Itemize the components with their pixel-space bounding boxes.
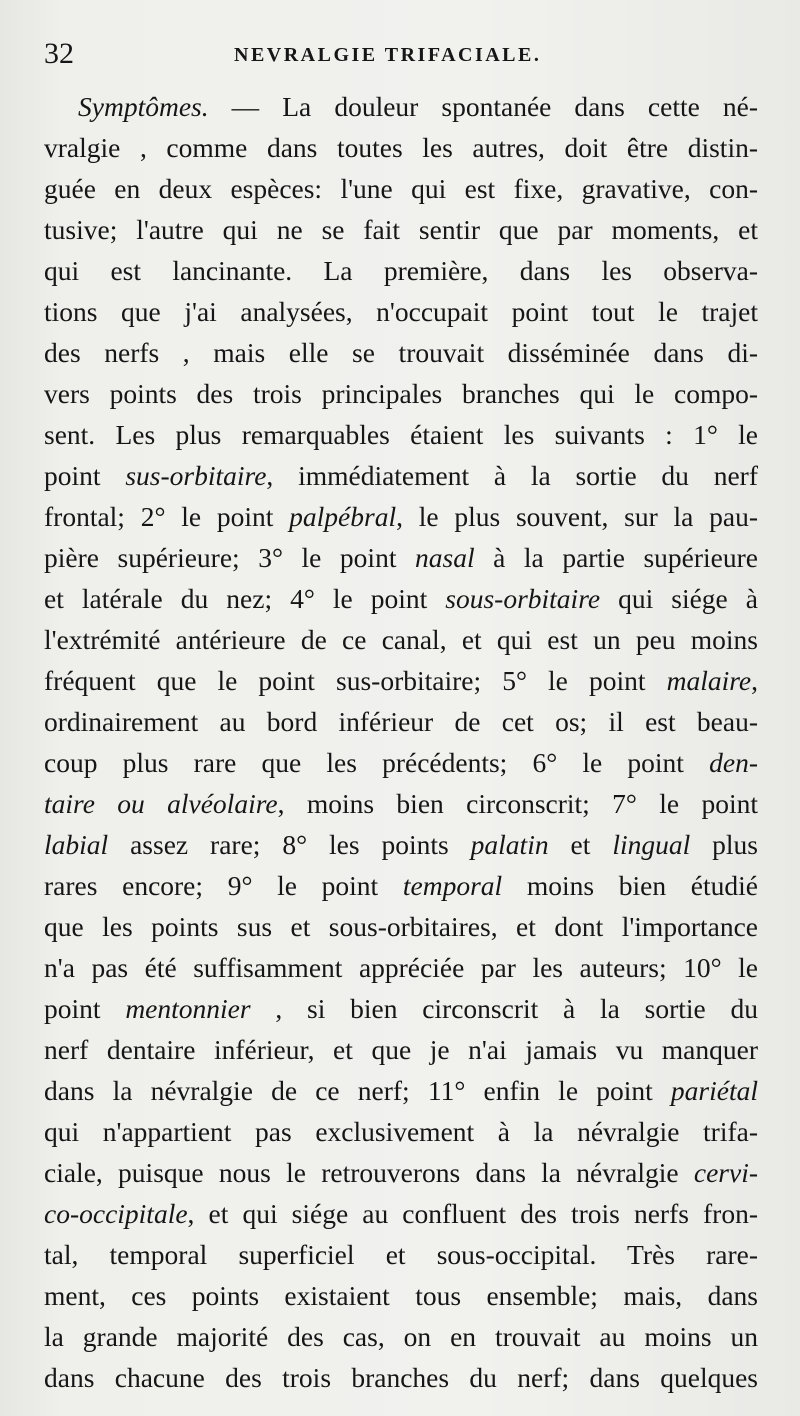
text-run: vralgie , comme dans toutes les autres, doit être distin-: [44, 132, 758, 163]
text-run: , moins bien circonscrit; 7° le point: [277, 788, 759, 819]
text-run: qui n'appartient pas exclusivement à la névralgie trifa-: [44, 1116, 758, 1147]
text-line: [44, 1029, 758, 1070]
text-line: [44, 209, 758, 250]
text-run: point: [44, 993, 126, 1024]
italic-term: nasal: [415, 542, 475, 573]
text-run: tusive; l'autre qui ne se fait sentir que par moments, et: [44, 214, 758, 245]
text-line: [44, 1234, 758, 1275]
text-run: tal, temporal superficiel et sous-occipital. Très rare-: [44, 1239, 758, 1270]
text-line: [44, 988, 758, 1029]
text-run: coup plus rare que les précédents; 6° le point: [44, 747, 710, 778]
text-line: [44, 701, 758, 742]
italic-term: labial: [44, 829, 109, 860]
text-line: [44, 660, 758, 701]
text-line: [44, 578, 758, 619]
text-run: et latérale du nez; 4° le point: [44, 583, 446, 614]
text-line: [44, 1152, 758, 1193]
text-run: point: [44, 460, 126, 491]
text-run: guée en deux espèces: l'une qui est fixe, gravative, con-: [44, 173, 758, 204]
text-run: rares encore; 9° le point: [44, 870, 403, 901]
italic-term: lingual: [612, 829, 691, 860]
text-run: n'a pas été suffisamment appréciée par les auteurs; 10° le: [44, 952, 758, 983]
text-line: [44, 1070, 758, 1111]
text-run: , et qui siége au confluent des trois nerfs fron-: [187, 1198, 758, 1229]
text-run: moins bien étudié: [502, 870, 758, 901]
text-run: ,: [751, 665, 758, 696]
text-run: — La douleur spontanée dans cette né-: [208, 91, 758, 122]
italic-term: co-occipitale: [44, 1198, 188, 1229]
page-header: [44, 34, 760, 74]
text-run: assez rare; 8° les points: [108, 829, 471, 860]
text-line: [44, 1111, 758, 1152]
text-run: ment, ces points existaient tous ensemble; mais, dans: [44, 1280, 758, 1311]
italic-term: Symptômes.: [78, 91, 209, 122]
italic-term: cervi-: [693, 1157, 758, 1188]
text-line: [44, 537, 758, 578]
text-run: , immédiatement à la sortie du nerf: [266, 460, 758, 491]
italic-term: sous-orbitaire: [445, 583, 601, 614]
italic-term: palatin: [470, 829, 549, 860]
text-line: [44, 168, 758, 209]
italic-term: sus-orbitaire: [125, 460, 267, 491]
text-run: , si bien circonscrit à la sortie du: [250, 993, 758, 1024]
text-line: [44, 619, 758, 660]
page-number: 32: [44, 37, 74, 70]
text-run: la grande majorité des cas, on en trouvait au moins un: [44, 1321, 758, 1352]
text-run: l'extrémité antérieure de ce canal, et qui est un peu moins: [44, 624, 758, 655]
text-line: [44, 1357, 758, 1398]
text-line: [44, 86, 758, 127]
text-run: tions que j'ai analysées, n'occupait point tout le trajet: [44, 296, 758, 327]
text-run: nerf dentaire inférieur, et que je n'ai jamais vu manquer: [44, 1034, 758, 1065]
italic-term: temporal: [402, 870, 503, 901]
text-run: à la partie supérieure: [474, 542, 758, 573]
text-line: [44, 783, 758, 824]
text-run: qui est lancinante. La première, dans les observa-: [44, 255, 758, 286]
text-line: [44, 373, 758, 414]
italic-term: mentonnier: [125, 993, 251, 1024]
text-run: frontal; 2° le point: [44, 501, 290, 532]
text-run: fréquent que le point sus-orbitaire; 5° le point: [44, 665, 667, 696]
text-run: sent. Les plus remarquables étaient les suivants : 1° le: [44, 419, 758, 450]
text-run: qui siége à: [600, 583, 758, 614]
text-line: [44, 742, 758, 783]
text-run: plus: [690, 829, 759, 860]
text-line: [44, 865, 758, 906]
text-line: [44, 291, 758, 332]
text-run: que les points sus et sous-orbitaires, et dont l'importance: [44, 911, 758, 942]
text-line: [44, 250, 758, 291]
text-run: , le plus souvent, sur la pau-: [396, 501, 758, 532]
text-line: [44, 455, 758, 496]
text-line: [44, 332, 758, 373]
italic-term: taire ou alvéolaire: [44, 788, 278, 819]
text-run: ciale, puisque nous le retrouverons dans la névralgie: [44, 1157, 694, 1188]
italic-term: pariétal: [670, 1075, 758, 1106]
text-run: et: [548, 829, 613, 860]
text-line: [44, 1275, 758, 1316]
running-head: NEVRALGIE TRIFACIALE.: [234, 44, 542, 66]
italic-term: malaire: [666, 665, 752, 696]
text-line: [44, 414, 758, 455]
text-line: [44, 1316, 758, 1357]
body-text: [44, 86, 758, 1398]
text-run: pière supérieure; 3° le point: [44, 542, 416, 573]
text-line: [44, 947, 758, 988]
text-run: ordinairement au bord inférieur de cet os; il est beau-: [44, 706, 758, 737]
text-line: [44, 1193, 758, 1234]
text-line: [44, 496, 758, 537]
text-run: vers points des trois principales branches qui le compo-: [44, 378, 758, 409]
text-line: [44, 906, 758, 947]
text-line: [44, 824, 758, 865]
italic-term: den-: [709, 747, 758, 778]
text-run: des nerfs , mais elle se trouvait disséminée dans di-: [44, 337, 758, 368]
italic-term: palpébral: [289, 501, 397, 532]
text-run: dans la névralgie de ce nerf; 11° enfin le point: [44, 1075, 671, 1106]
text-line: [44, 127, 758, 168]
text-run: dans chacune des trois branches du nerf; dans quelques: [44, 1362, 758, 1393]
